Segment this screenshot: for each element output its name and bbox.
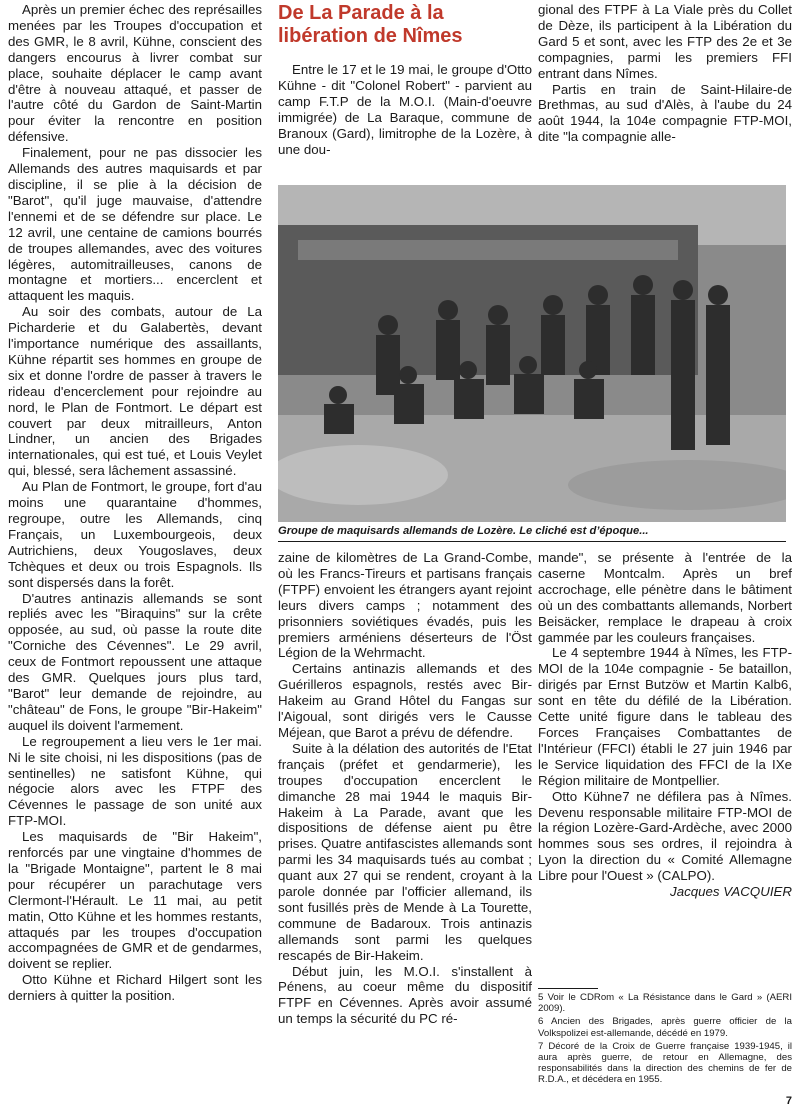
group-photo-image	[278, 185, 786, 522]
paragraph: Suite à la délation des autorités de l'Etat français (préfet et gendarmerie), les troupes d'occupation encerclent le dimanche 28 mai 1944 le maquis Bir-Hakeim à La Parade, avant que les dispositions de défense aient pu être prises. Quatre antifascistes allemands sont parmi les 34 maquisards tués au combat ; quant aux 27 qui se rendent, croyant à la parole donnée par l'officier allemand, ils sont fusillés près de Mende à La Tourette, commune de Badaroux. Trois antinazis allemands sont parmi les quelques rescapés de Bir-Hakeim.	[278, 740, 532, 963]
paragraph: Certains antinazis allemands et des Guérilleros espagnols, restés avec Bir-Hakeim au Grand Hôtel du Fangas sur l'Aigoual, sont dirigés vers le Causse Méjean, que Barot a prévu de défendre.	[278, 661, 532, 740]
paragraph: zaine de kilomètres de La Grand-Combe, où les Francs-Tireurs et partisans français (FTPF) envoient les étrangers ayant rejoint leurs divers camps ; notamment des prisonniers soviétiques évadés, puis les premiers arméniens déserteurs de l'Öst Légion de la Wehrmacht.	[278, 550, 532, 661]
paragraph: Début juin, les M.O.I. s'installent à Pénens, au coeur même du dispositif FTPF en Cévennes. Après avoir assumé un temps la sécurité du PC ré-	[278, 963, 532, 1027]
paragraph: D'autres antinazis allemands se sont repliés avec les "Biraquins" sur la crête opposée, au sud, où passe la route dite "Corniche des Cévennes". Le 29 avril, ceux de Fontmort repoussent une attaque des GMR. Quelques jours plus tard, "Barot" leur demande de rejoindre, au "château" de Fons, le groupe "Bir-Hakeim" auquel ils doivent l'armement.	[8, 590, 262, 733]
paragraph: Au Plan de Fontmort, le groupe, fort d'au moins une quarantaine d'hommes, regroupe, outre les Allemands, cinq Français, un Luxembourgeois, deux Autrichiens, deux Yougoslaves, deux Tchèques et deux ou trois Espagnols. Ils sont dispersés dans la forêt.	[8, 479, 262, 590]
photo-caption: Groupe de maquisards allemands de Lozère. Le cliché est d’époque...	[278, 525, 649, 537]
paragraph: Entre le 17 et le 19 mai, le groupe d'Otto Kühne - dit "Colonel Robert" - parvient au camp F.T.P de la M.O.I. (Main-d'oeuvre immigrée) de La Baraque, commune de Branoux (Gard), limitrophe de la Lozère, à une dou-	[278, 62, 532, 157]
column-2-top	[278, 62, 532, 157]
paragraph: Le regroupement a lieu vers le 1er mai. Ni le site choisi, ni les dispositions (pas de sentinelles) ne satisfont Kühne, qui négocie alors avec les FTPF des Cévennes le passage de son unité aux FTP-MOI.	[8, 733, 262, 829]
footnote: 6 Ancien des Brigades, après guerre officier de la Volkspolizei est-allemande, décédé en 1979.	[538, 1016, 792, 1039]
caption-divider	[278, 541, 786, 542]
article-title: De La Parade à la libération de Nîmes	[278, 2, 463, 47]
author-signature: Jacques VACQUIER	[670, 884, 792, 900]
column-1	[8, 2, 262, 1004]
paragraph: Le 4 septembre 1944 à Nîmes, les FTP-MOI de la 104e compagnie - 5e bataillon, dirigés par Ernst Butzöw et Martin Kalb6, sont en tête du défilé de la Libération. Cette unité figure dans le tableau des Forces Françaises Combattantes de l'Intérieur (FFCI) établi le 27 juin 1946 par le Service liquidation des FFCI de la IXe Région militaire de Montpellier.	[538, 645, 792, 788]
footnote: 7 Décoré de la Croix de Guerre française 1939-1945, il aura après guerre, de retour en Allemagne, des responsabilités dans la direction des chemins de fer de R.D.A., et décédera en 1955.	[538, 1040, 792, 1086]
historical-photo	[278, 185, 786, 522]
paragraph: mande", se présente à l'entrée de la caserne Montcalm. Après un bref accrochage, elle pénètre dans le bâtiment où un des combattants allemands, Norbert Beisäcker, remplace le drapeau à croix gammée par les couleurs françaises.	[538, 550, 792, 645]
paragraph: Au soir des combats, autour de La Picharderie et du Galabertès, devant l'importance numérique des assaillants, Kühne répartit ses hommes en groupe de six et donne l'ordre de passer à travers le rideau d'encerclement pour rejoindre au nord, le Plan de Fontmort. Le départ est couvert par deux mitrailleurs, Anton Lindner, un ancien des Brigades internationales, qui est tué, et Louis Veylet qui, blessé, sera lâchement assassiné.	[8, 304, 262, 479]
paragraph: Finalement, pour ne pas dissocier les Allemands des autres maquisards et par discipline, il se plie à la décision de "Barot", qu'il juge mauvaise, d'attendre l'ennemi et de se défendre sur place. Le 12 avril, une centaine de camions bourrés de troupes allemandes, avec des voitures légères, automitrailleuses, canons de montagne et mortiers... encerclent et attaquent les maquis.	[8, 145, 262, 304]
column-2-bottom	[278, 550, 532, 1027]
footnotes-divider	[538, 988, 598, 989]
page-number: 7	[785, 1095, 792, 1107]
column-3-bottom	[538, 550, 792, 900]
column-3-top	[538, 2, 792, 145]
paragraph: gional des FTPF à La Viale près du Collet de Dèze, ils participent à la Libération du Gard 5 et sont, avec les FTP des 2e et 3e compagnies, parmi les premiers FFI entrant dans Nîmes.	[538, 2, 792, 81]
footnotes	[538, 992, 792, 1088]
paragraph: Otto Kühne7 ne défilera pas à Nîmes. Devenu responsable militaire FTP-MOI de la région Lozère-Gard-Ardèche, avec 2000 hommes sous ses ordres, il rejoindra à Lyon la direction du « Comité Allemagne Libre pour l'Ouest » (CALPO).	[538, 788, 792, 884]
paragraph: Après un premier échec des représailles menées par les Troupes d'occupation et des GMR, le 8 avril, Kühne, conscient des dangers encourus à livrer combat sur place, souhaite déplacer le camp avant d'être à nouveau attaqué, et passer de l'autre côté du Gardon de Saint-Martin pour éviter la rencontre en position défensive.	[8, 2, 262, 145]
footnote: 5 Voir le CDRom « La Résistance dans le Gard » (AERI 2009).	[538, 992, 792, 1015]
paragraph: Otto Kühne et Richard Hilgert sont les derniers à quitter la position.	[8, 972, 262, 1004]
paragraph: Partis en train de Saint-Hilaire-de Brethmas, au sud d'Alès, à l'aube du 24 août 1944, la 104e compagnie FTP-MOI, dite "la compagnie alle-	[538, 81, 792, 145]
paragraph: Les maquisards de "Bir Hakeim", renforcés par une vingtaine d'hommes de la "Brigade Montaigne", partent le 8 mai pour récupérer un parachutage vers Clermont-l'Hérault. Le 11 mai, au petit matin, Otto Kühne et les hommes restants, attaqués par les troupes d'occupation accompagnées de GMR et de gendarmes, doivent se replier.	[8, 829, 262, 972]
